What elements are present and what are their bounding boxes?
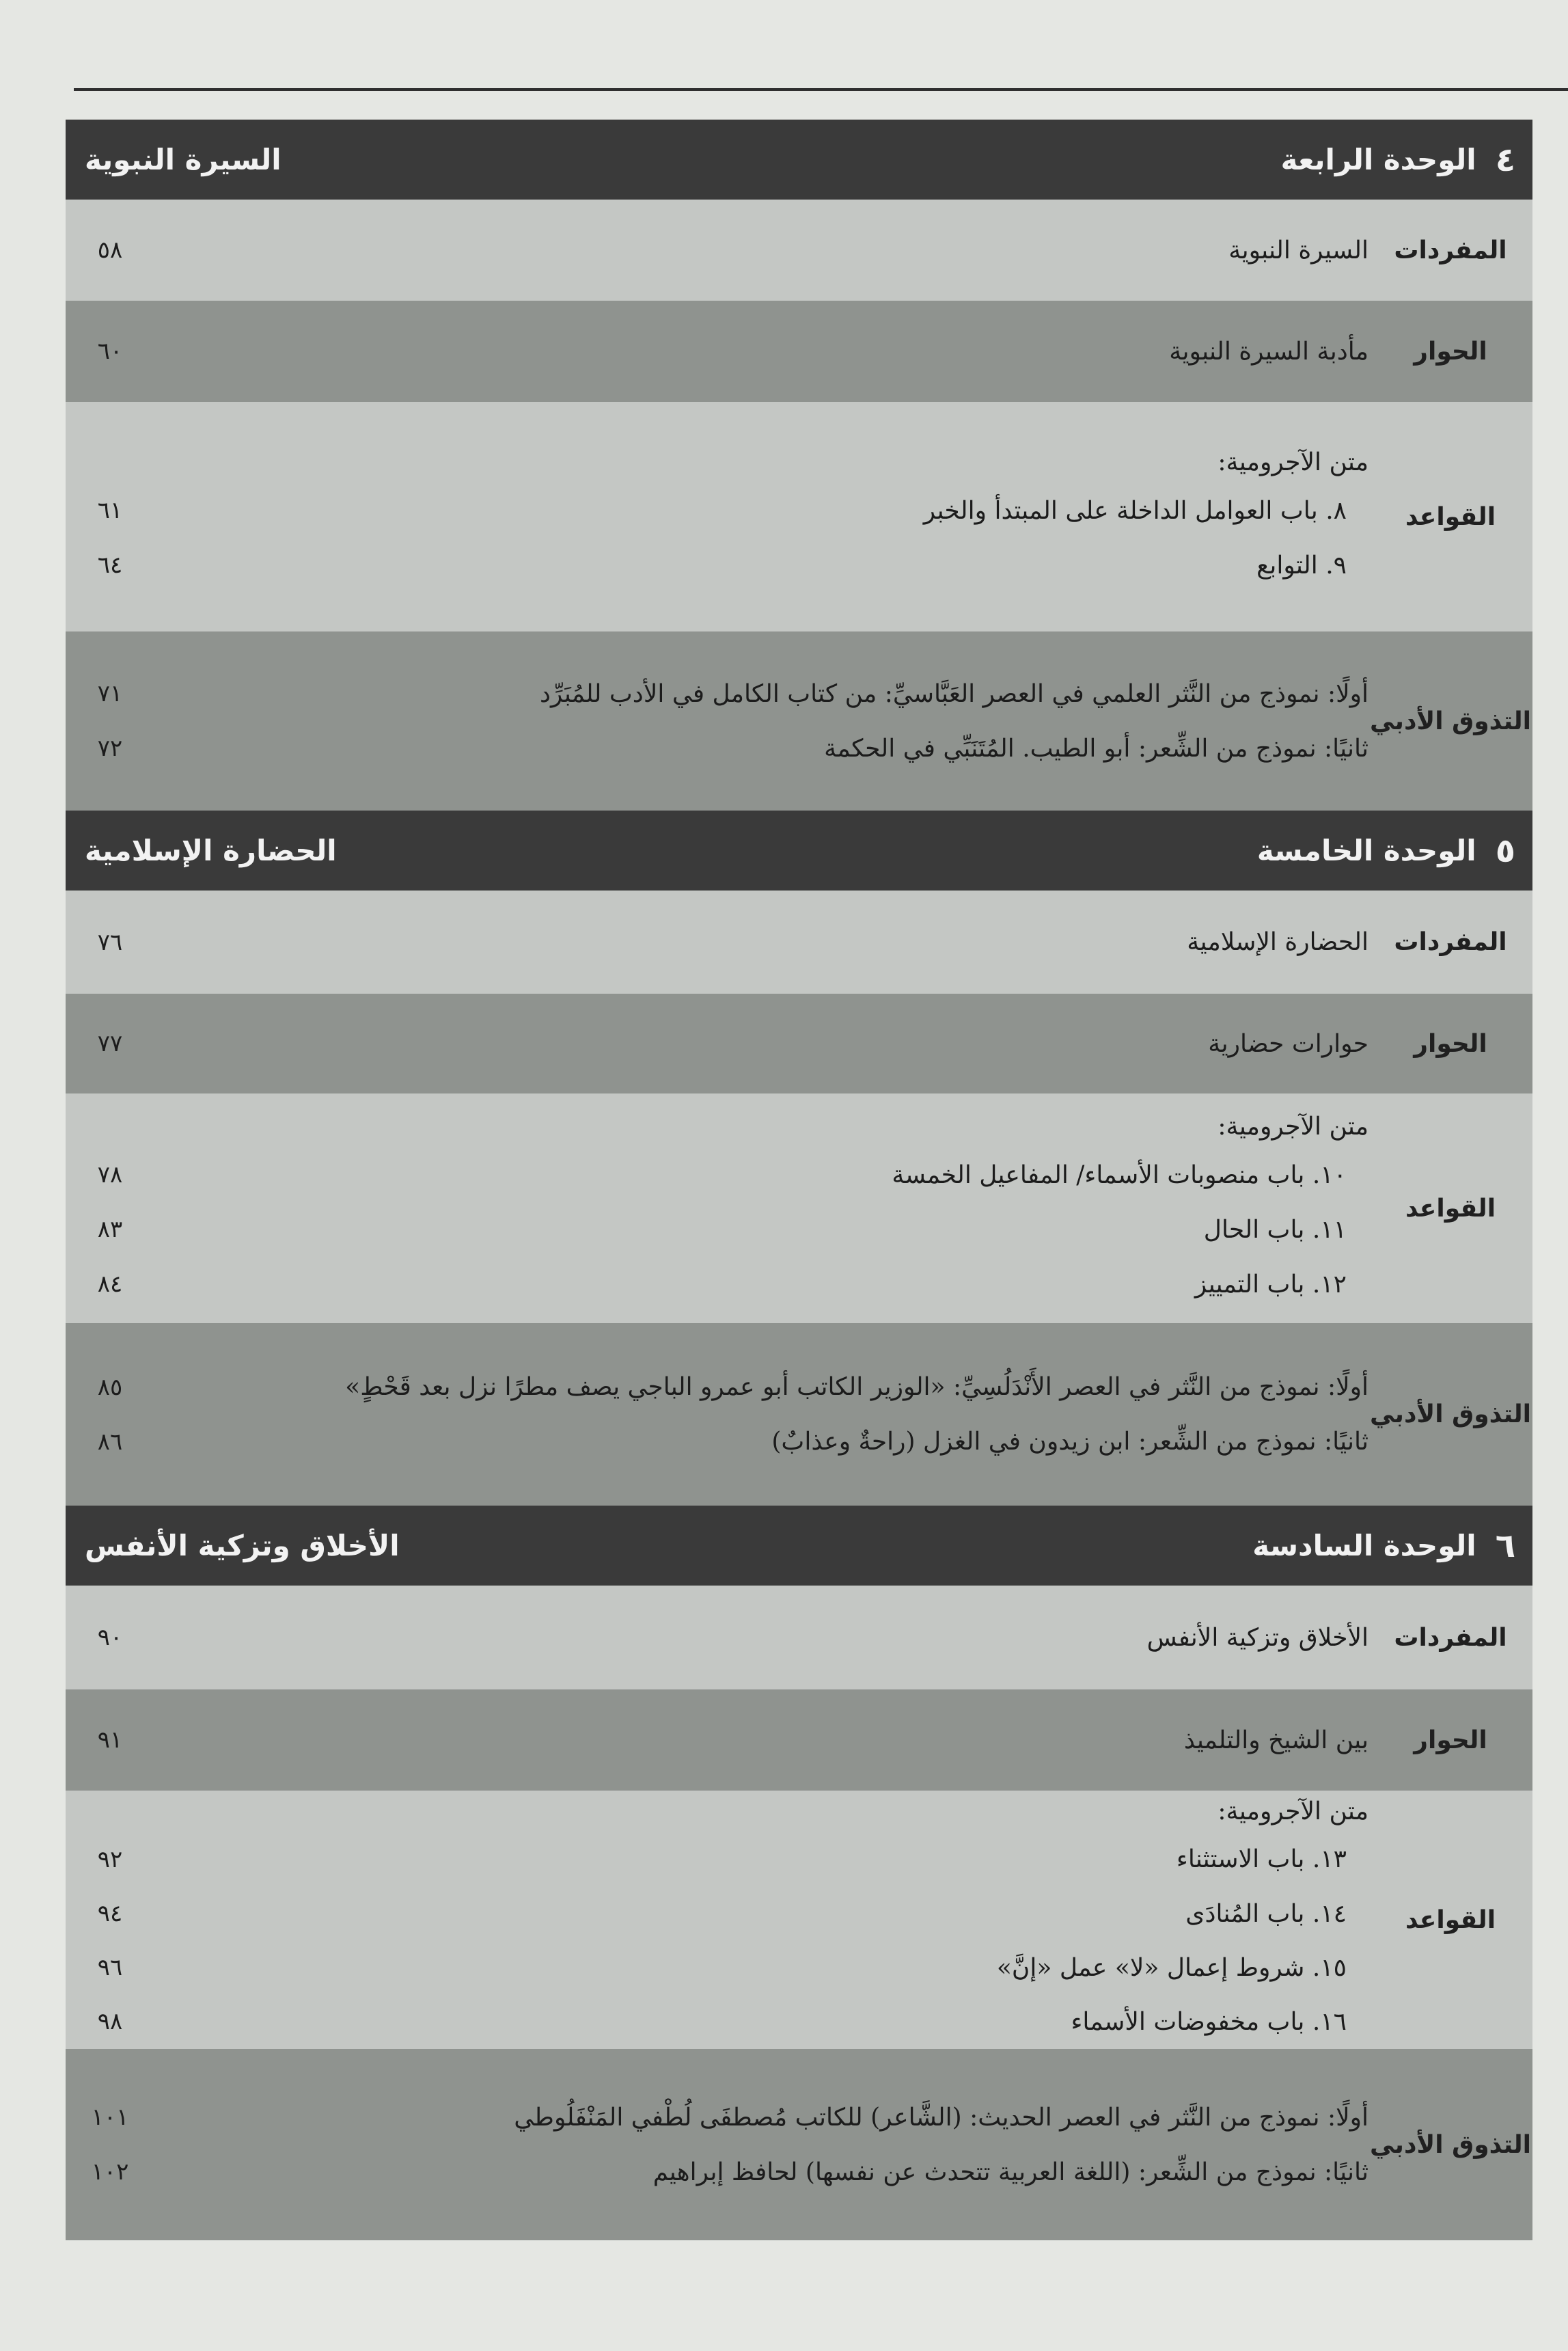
page-number: ٩٨: [97, 2008, 123, 2036]
unit-title: السيرة النبوية: [85, 143, 281, 176]
toc-entry[interactable]: [66, 324, 1368, 379]
toc-entry[interactable]: [66, 1016, 1368, 1071]
entry-title: ١٤. باب المُنادَى: [1185, 1899, 1347, 1928]
entry-title: ثانيًا: نموذج من الشِّعر: (اللغة العربية تتحدث عن نفسها) لحافظ إبراهيم: [652, 2158, 1368, 2186]
toc-entry[interactable]: [66, 483, 1368, 538]
entry-title: ٩. التوابع: [1256, 551, 1347, 580]
section-label: القواعد: [1405, 1905, 1496, 1934]
toc-entry[interactable]: [66, 1415, 1368, 1469]
entry-title: حوارات حضارية: [1208, 1029, 1368, 1058]
unit-6: [66, 1506, 1532, 2240]
section-label: القواعد: [1405, 1194, 1496, 1223]
section-label: القواعد: [1405, 502, 1496, 531]
toc-entry[interactable]: [66, 1887, 1368, 1941]
unit-name: [1252, 1527, 1515, 1565]
page-number: ٧٧: [97, 1030, 123, 1057]
page-number: ٦١: [97, 497, 123, 524]
entry-title: متن الآجرومية:: [1218, 448, 1368, 476]
page-number: ٧٨: [97, 1161, 123, 1188]
toc-entry[interactable]: [66, 1713, 1368, 1767]
entry-title: أولًا: نموذج من النَّثر العلمي في العصر العَبَّاسيِّ: من كتاب الكامل في الأدب للمُبَرِّد: [540, 679, 1368, 708]
unit-4: [66, 120, 1532, 811]
toc-entry[interactable]: [66, 666, 1368, 721]
unit-number: ٦: [1495, 1526, 1515, 1565]
page-number: ١٠٢: [91, 2158, 129, 2186]
toc-entry: [66, 1791, 1368, 1832]
entry-title: ١٢. باب التمييز: [1194, 1270, 1347, 1299]
page-number: ٦٤: [97, 552, 123, 579]
unit-number: ٥: [1495, 831, 1515, 870]
toc-entry[interactable]: [66, 1995, 1368, 2049]
section-vocabulary: [66, 891, 1532, 994]
entry-title: ثانيًا: نموذج من الشِّعر: ابن زيدون في الغزل (راحةٌ وعذابٌ): [771, 1428, 1368, 1456]
table-of-contents: [66, 120, 1532, 2240]
section-literary-appreciation: [66, 1323, 1532, 1506]
entry-title: ١٥. شروط إعمال «لا» عمل «إنَّ»: [996, 1953, 1347, 1982]
page-number: ٨٤: [97, 1270, 123, 1298]
section-label: التذوق الأدبي: [1370, 1400, 1532, 1428]
entry-title: الأخلاق وتزكية الأنفس: [1146, 1623, 1368, 1652]
page-number: ٧١: [97, 680, 123, 707]
page-number: ٨٥: [97, 1373, 123, 1401]
section-vocabulary: [66, 1586, 1532, 1689]
entry-title: ١١. باب الحال: [1203, 1215, 1347, 1244]
unit-label: الوحدة الخامسة: [1256, 834, 1476, 867]
section-dialogue: [66, 994, 1532, 1093]
section-literary-appreciation: [66, 2049, 1532, 2240]
section-grammar: [66, 402, 1532, 631]
section-label: المفردات: [1394, 928, 1507, 956]
section-label: التذوق الأدبي: [1370, 2130, 1532, 2159]
section-grammar: [66, 1791, 1532, 2049]
toc-entry[interactable]: [66, 721, 1368, 776]
page-number: ٧٢: [97, 735, 123, 762]
unit-header: [66, 120, 1532, 200]
unit-name: [1281, 141, 1515, 179]
entry-title: الحضارة الإسلامية: [1187, 928, 1368, 956]
unit-header: [66, 811, 1532, 891]
entry-title: ٨. باب العوامل الداخلة على المبتدأ والخبر: [923, 496, 1347, 525]
section-label: التذوق الأدبي: [1370, 707, 1532, 735]
entry-title: مأدبة السيرة النبوية: [1169, 337, 1368, 366]
section-label: المفردات: [1394, 236, 1507, 264]
toc-entry[interactable]: [66, 1832, 1368, 1886]
unit-number: ٤: [1495, 140, 1515, 179]
page-number: ٧٦: [97, 928, 123, 956]
section-label: المفردات: [1394, 1623, 1507, 1652]
unit-5: [66, 811, 1532, 1506]
unit-title: الحضارة الإسلامية: [85, 834, 337, 867]
toc-entry[interactable]: [66, 1941, 1368, 1995]
toc-entry[interactable]: [66, 1360, 1368, 1415]
toc-entry[interactable]: [66, 223, 1368, 277]
section-vocabulary: [66, 200, 1532, 301]
page-number: ٩٤: [97, 1900, 123, 1928]
section-grammar: [66, 1093, 1532, 1323]
toc-entry[interactable]: [66, 915, 1368, 970]
entry-title: ١٠. باب منصوبات الأسماء/ المفاعيل الخمسة: [892, 1160, 1347, 1189]
toc-entry: [66, 1105, 1368, 1147]
entry-title: متن الآجرومية:: [1218, 1797, 1368, 1826]
toc-entry[interactable]: [66, 1257, 1368, 1312]
entry-title: ١٣. باب الاستثناء: [1176, 1845, 1347, 1874]
toc-entry: [66, 441, 1368, 483]
page-number: ٨٣: [97, 1216, 123, 1243]
entry-title: أولًا: نموذج من النَّثر في العصر الحديث: (الشَّاعر) للكاتب مُصطفَى لُطْفي المَنْفَلُوطي: [514, 2103, 1368, 2132]
page-number: ٩٦: [97, 1954, 123, 1982]
toc-entry[interactable]: [66, 1610, 1368, 1665]
unit-title: الأخلاق وتزكية الأنفس: [85, 1529, 400, 1562]
page-number: ٩٢: [97, 1845, 123, 1873]
top-rule: [74, 88, 1568, 91]
unit-label: الوحدة السادسة: [1252, 1529, 1476, 1562]
section-label: الحوار: [1414, 1726, 1487, 1754]
section-dialogue: [66, 301, 1532, 402]
entry-title: ١٦. باب مخفوضات الأسماء: [1071, 2007, 1347, 2036]
page-number: ٩٠: [97, 1624, 123, 1651]
toc-entry[interactable]: [66, 2145, 1368, 2199]
page-number: ٨٦: [97, 1428, 123, 1456]
unit-header: [66, 1506, 1532, 1586]
entry-title: السيرة النبوية: [1228, 236, 1368, 264]
toc-entry[interactable]: [66, 2090, 1368, 2145]
page-number: ١٠١: [91, 2104, 129, 2131]
page-number: ٩١: [97, 1726, 123, 1754]
entry-title: ثانيًا: نموذج من الشِّعر: أبو الطيب. المُتَنَبِّي في الحكمة: [824, 734, 1368, 763]
section-literary-appreciation: [66, 631, 1532, 811]
unit-name: [1257, 832, 1515, 870]
entry-title: بين الشيخ والتلميذ: [1183, 1726, 1368, 1754]
page-number: ٦٠: [97, 338, 123, 365]
toc-entry[interactable]: [66, 538, 1368, 593]
section-dialogue: [66, 1689, 1532, 1791]
unit-label: الوحدة الرابعة: [1280, 143, 1476, 176]
toc-entry[interactable]: [66, 1202, 1368, 1257]
section-label: الحوار: [1414, 1029, 1487, 1058]
toc-entry[interactable]: [66, 1147, 1368, 1202]
section-label: الحوار: [1414, 337, 1487, 366]
page-number: ٥٨: [97, 236, 123, 264]
entry-title: متن الآجرومية:: [1218, 1112, 1368, 1141]
entry-title: أولًا: نموذج من النَّثر في العصر الأَنْدَلُسِيِّ: «الوزير الكاتب أبو عمرو الباجي يصف مطرًا نزل بعد قَحْطٍ»: [345, 1373, 1368, 1401]
